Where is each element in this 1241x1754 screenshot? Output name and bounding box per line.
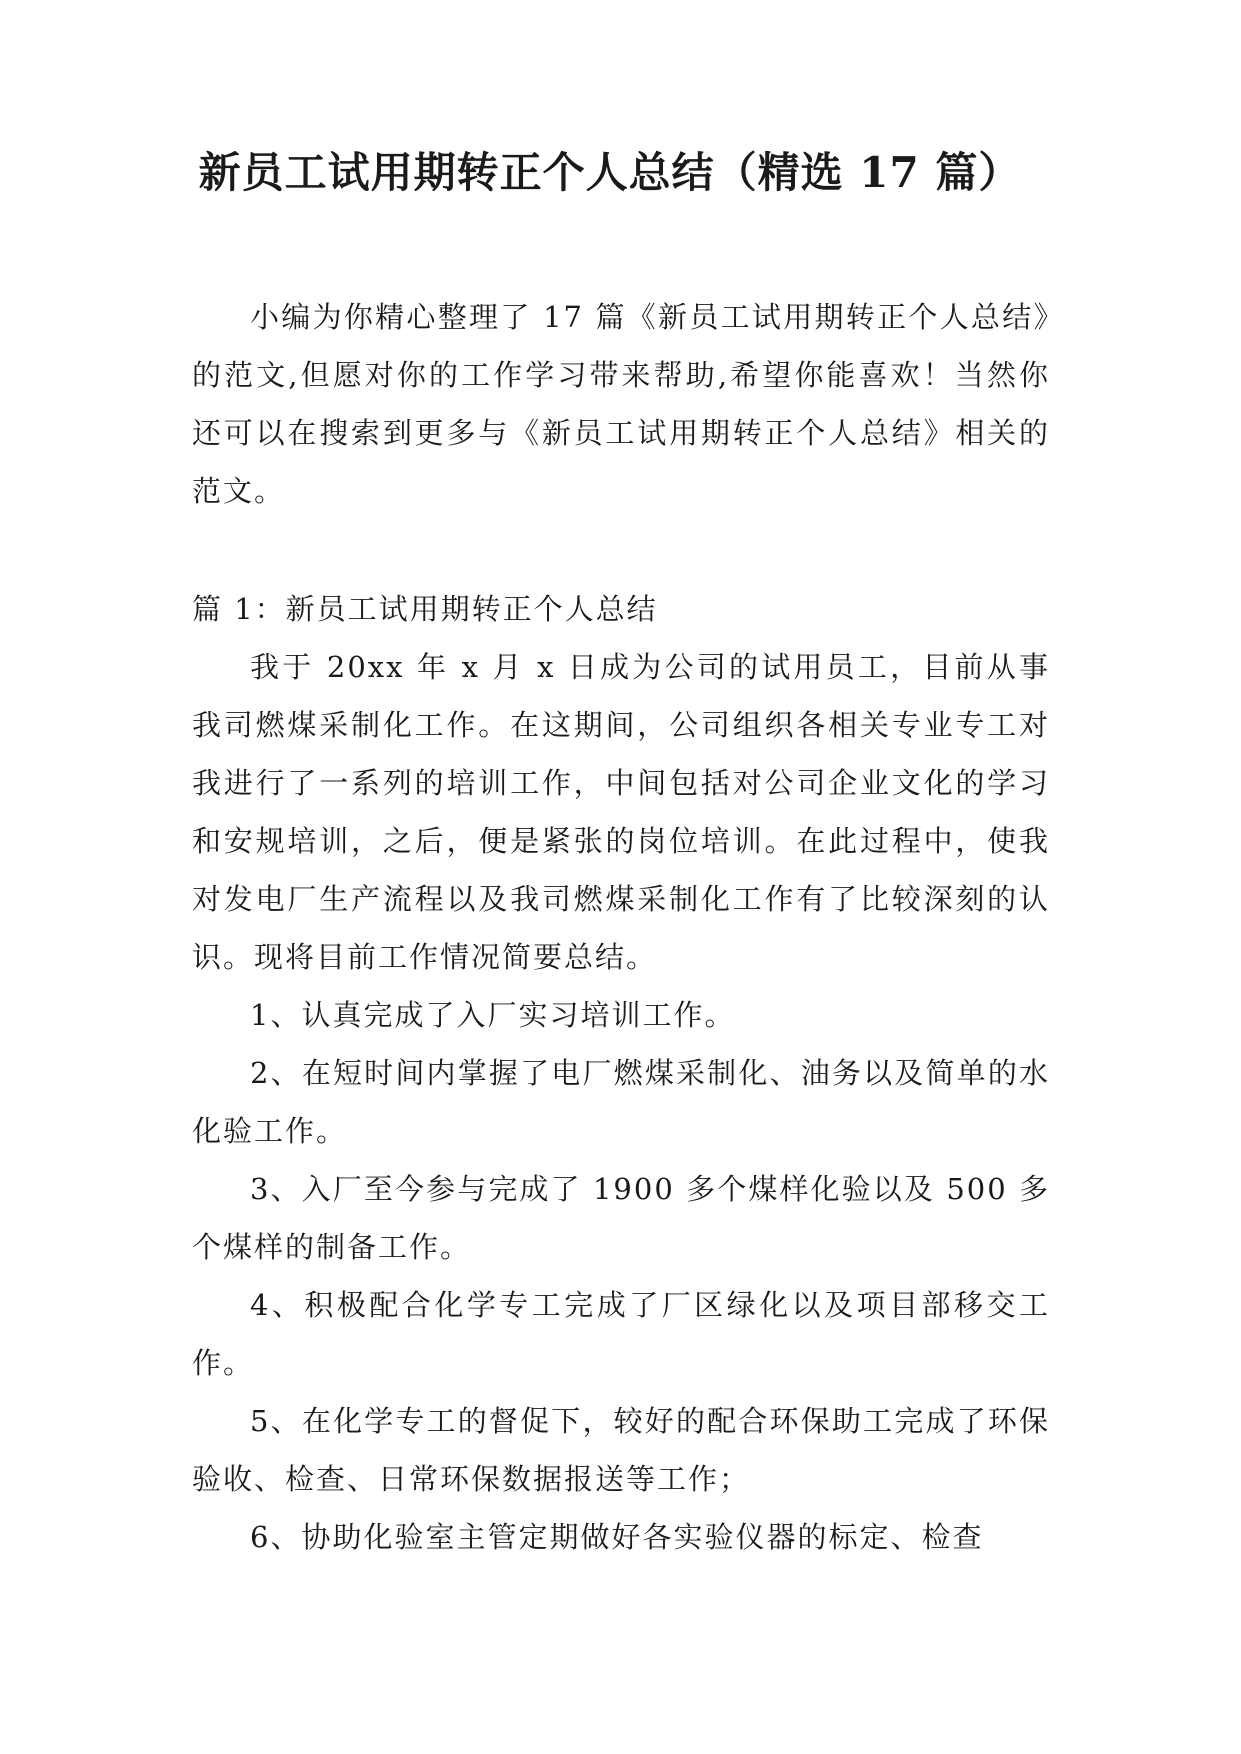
document-body xyxy=(192,288,1050,1566)
intro-paragraph: 小编为你精心整理了 17 篇《新员工试用期转正个人总结》的范文,但愿对你的工作学习带来帮助,希望你能喜欢！当然你还可以在搜索到更多与《新员工试用期转正个人总结》相关的范文。 xyxy=(192,300,1050,508)
list-item-4: 4、积极配合化学专工完成了厂区绿化以及项目部移交工作。 xyxy=(192,1288,1050,1380)
list-item-5: 5、在化学专工的督促下，较好的配合环保助工完成了环保验收、检查、日常环保数据报送等工作； xyxy=(192,1404,1050,1496)
list-item-2: 2、在短时间内掌握了电厂燃煤采制化、油务以及简单的水化验工作。 xyxy=(192,1056,1050,1148)
section-heading: 篇 1：新员工试用期转正个人总结 xyxy=(192,592,658,626)
list-item-6: 6、协助化验室主管定期做好各实验仪器的标定、检查 xyxy=(250,1520,984,1554)
list-item-3: 3、入厂至今参与完成了 1900 多个煤样化验以及 500 多个煤样的制备工作。 xyxy=(192,1172,1050,1264)
document-title: 新员工试用期转正个人总结（精选 17 篇） xyxy=(198,148,1022,197)
paragraph-spacer xyxy=(192,520,1050,580)
body-paragraph: 我于 20xx 年 x 月 x 日成为公司的试用员工，目前从事我司燃煤采制化工作。在这期间，公司组织各相关专业专工对我进行了一系列的培训工作，中间包括对公司企业文化的学习和安规培训，之后，便是紧张的岗位培训。在此过程中，使我对发电厂生产流程以及我司燃煤采制化工作有了比较深刻的认识。现将目前工作情况简要总结。 xyxy=(192,650,1050,974)
list-item-1: 1、认真完成了入厂实习培训工作。 xyxy=(250,998,736,1032)
